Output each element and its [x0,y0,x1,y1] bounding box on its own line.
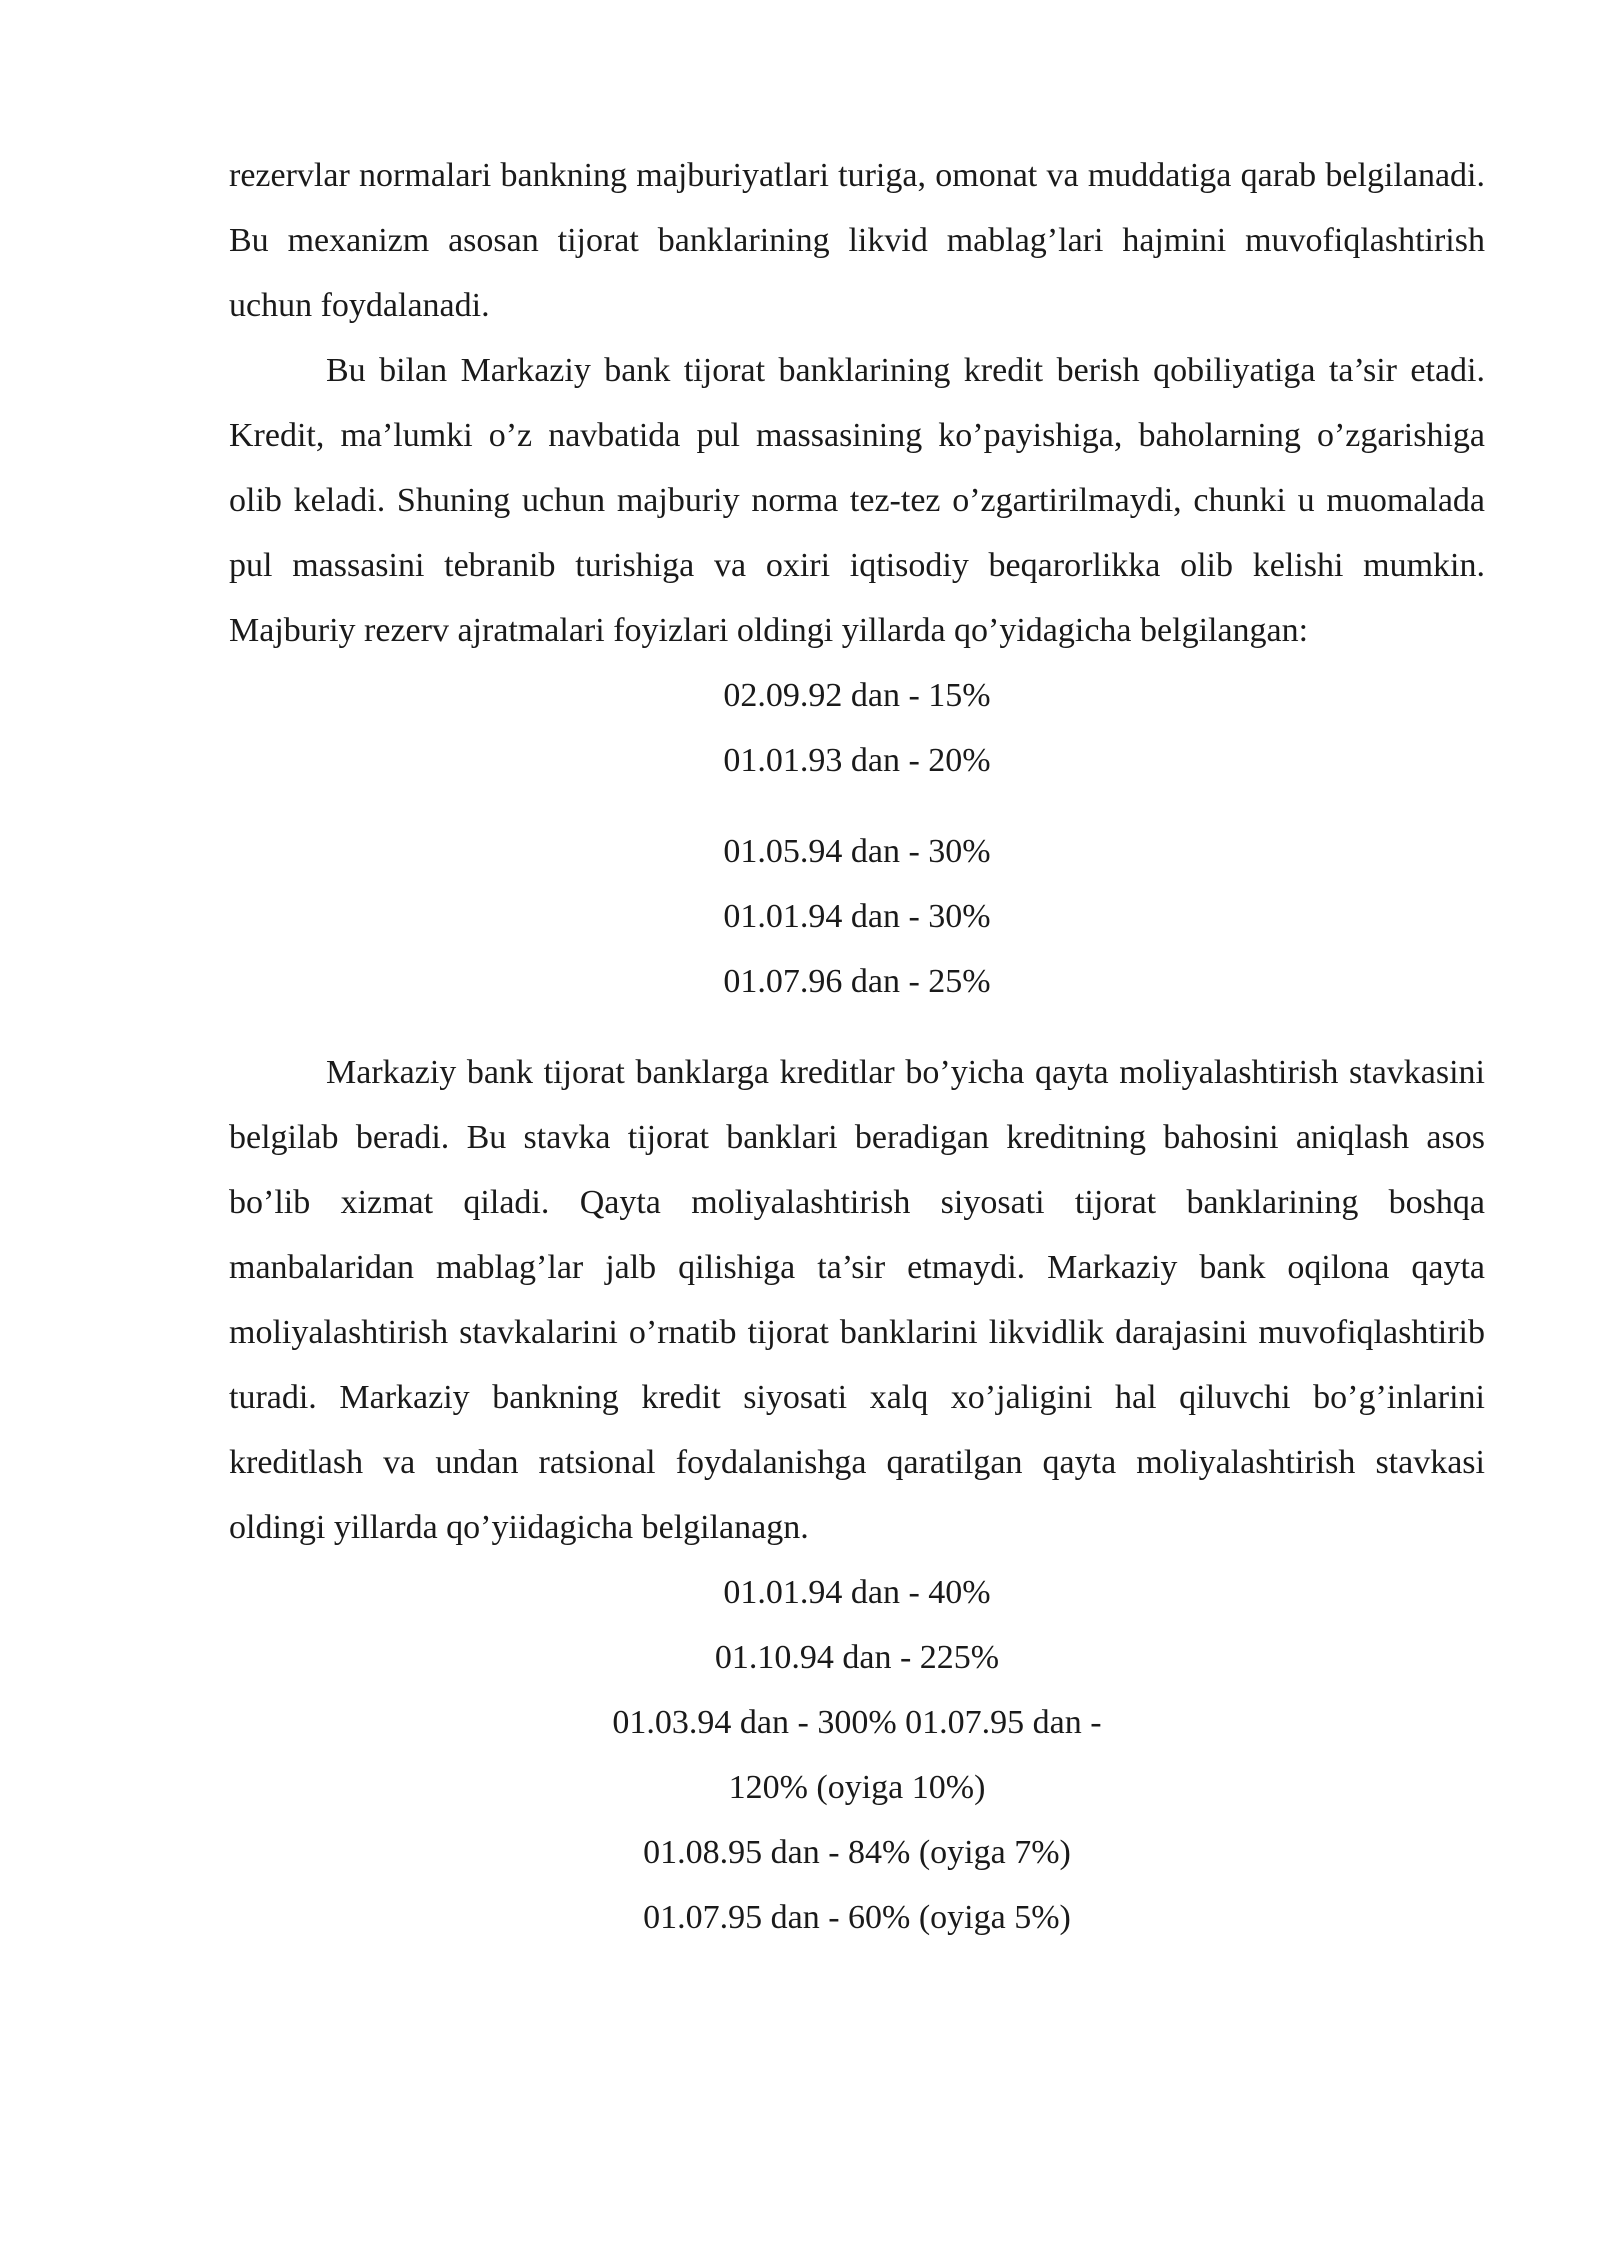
refinancing-rate-item: 01.01.94 dan - 40% [723,1574,991,1611]
reserve-rate-item: 01.01.93 dan - 20% [723,742,991,779]
paragraph-refinancing: Markaziy bank tijorat banklarga kreditlar bo’yicha qayta moliyalashtirish stavkasini belgilab beradi. Bu stavka tijorat banklari beradigan kreditning bahosini aniqlash asos bo’lib xizmat qiladi. Qayta moliyalashtirish siyosati tijorat banklarining boshqa manbalaridan mablag’lar jalb qilishiga ta’sir etmaydi. Markaziy bank oqilona qayta moliyalashtirish stavkalarini o’rnatib tijorat banklarini likvidlik darajasini muvofiqlashtirib turadi. Markaziy bankning kredit siyosati xalq xo’jaligini hal qiluvchi bo’g’inlarini kreditlash va undan ratsional foydalanishga qaratilgan qayta moliyalashtirish stavkasi oldingi yillarda qo’yiidagicha belgilanagn. [229,1054,1485,1546]
spacer [229,1014,1485,1040]
refinancing-rate-item: 120% (oyiga 10%) [728,1769,986,1806]
reserve-rates-list-a [229,663,1485,793]
reserve-rate-item: 01.01.94 dan - 30% [723,898,991,935]
document-page [229,143,1485,1950]
reserve-rate-item: 01.05.94 dan - 30% [723,833,991,870]
refinancing-rates-list [229,1560,1485,1950]
refinancing-rate-item: 01.10.94 dan - 225% [714,1639,1000,1676]
reserve-rate-item: 02.09.92 dan - 15% [723,677,991,714]
refinancing-rate-item: 01.03.94 dan - 300% 01.07.95 dan - [612,1704,1102,1741]
refinancing-rate-item: 01.08.95 dan - 84% (oyiga 7%) [643,1834,1071,1871]
spacer [229,793,1485,819]
paragraph-credit-ability: Bu bilan Markaziy bank tijorat banklarining kredit berish qobiliyatiga ta’sir etadi. Kredit, ma’lumki o’z navbatida pul massasining ko’payishiga, baholarning o’zgarishiga olib keladi. Shuning uchun majburiy norma tez-tez o’zgartirilmaydi, chunki u muomalada pul massasini tebranib turishiga va oxiri iqtisodiy beqarorlikka olib kelishi mumkin. Majburiy rezerv ajratmalari foyizlari oldingi yillarda qo’yidagicha belgilangan: [229,352,1485,649]
reserve-rates-list-b [229,819,1485,1014]
refinancing-rate-item: 01.07.95 dan - 60% (oyiga 5%) [643,1899,1071,1936]
paragraph-reserve-norms: rezervlar normalari bankning majburiyatlari turiga, omonat va muddatiga qarab belgilanadi. Bu mexanizm asosan tijorat banklarining likvid mablag’lari hajmini muvofiqlashtirish uchun foydalanadi. [229,157,1485,324]
reserve-rate-item: 01.07.96 dan - 25% [723,963,991,1000]
